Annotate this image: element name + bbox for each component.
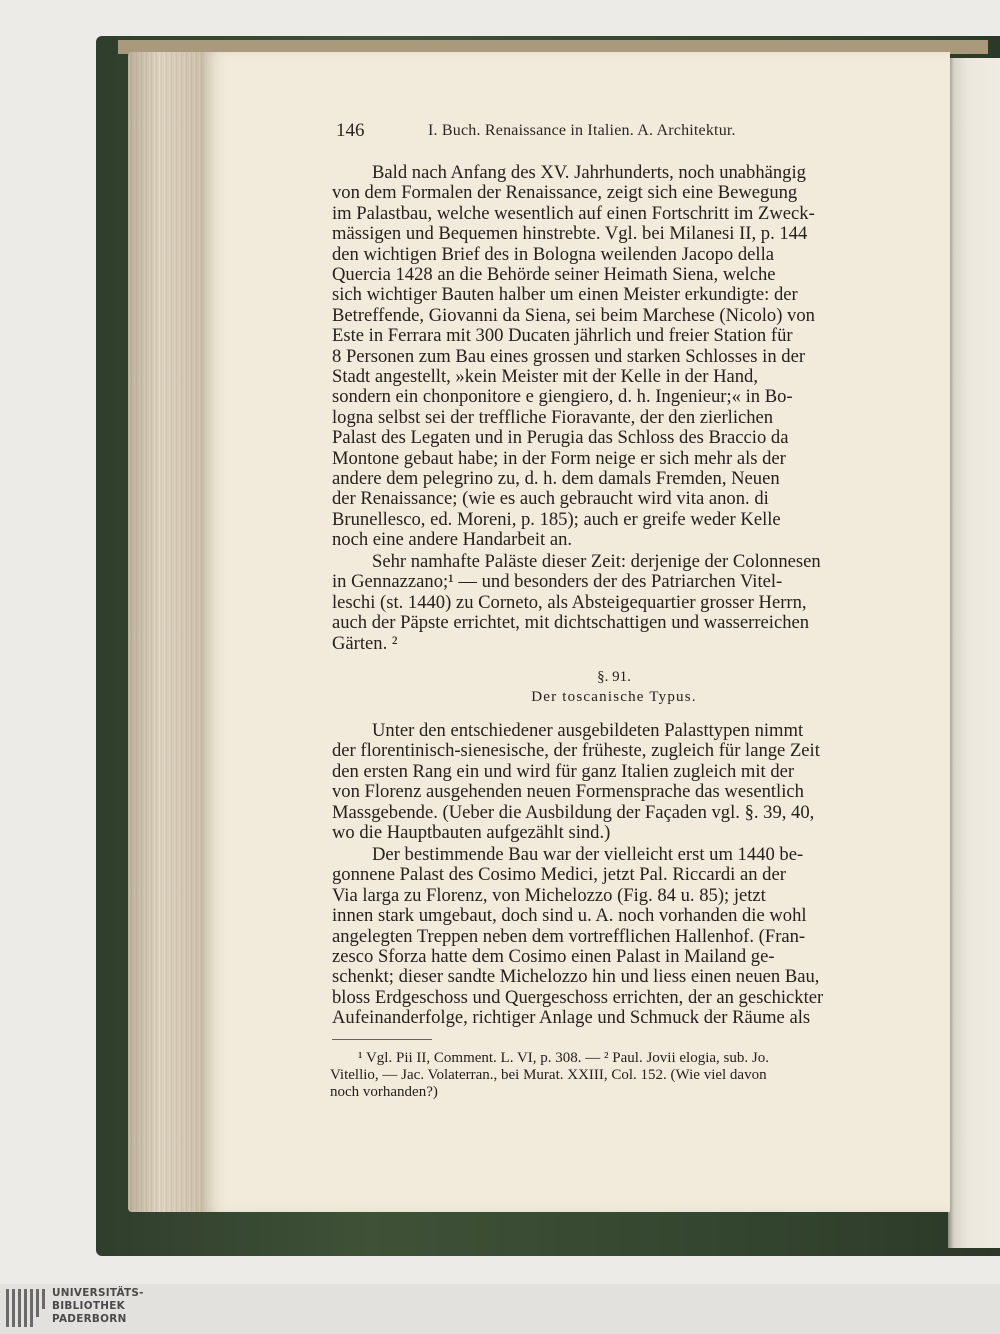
text-line: im Palastbau, welche wesentlich auf einen Fortschritt im Zweck- xyxy=(332,202,815,224)
text-line: wo die Hauptbauten aufgezählt sind.) xyxy=(332,822,611,843)
facing-page-edge xyxy=(948,58,1000,1248)
text-line: Stadt angestellt, »kein Meister mit der Kelle in der Hand, xyxy=(332,366,758,387)
footnote-line: noch vorhanden?) xyxy=(330,1084,438,1100)
text-line: auch der Päpste errichtet, mit dichtschattigen und wasserreichen xyxy=(332,612,810,634)
text-line: Sehr namhafte Paläste dieser Zeit: derjenige der Colonnesen xyxy=(372,551,821,572)
text-line: von Florenz ausgehenden neuen Formensprache das wesentlich xyxy=(332,781,804,803)
text-line: andere dem pelegrino zu, d. h. dem damals Fremden, Neuen xyxy=(332,468,780,489)
text-line: 8 Personen zum Bau eines grossen und starken Schlosses in der xyxy=(332,345,806,367)
text-line: den ersten Rang ein und wird für ganz Italien zugleich mit der xyxy=(332,760,795,782)
page-number: 146 xyxy=(336,120,365,141)
library-name-line: PADERBORN xyxy=(52,1313,127,1325)
text-line: Betreffende, Giovanni da Siena, sei beim Marchese (Nicolo) von xyxy=(332,304,815,326)
text-line: zesco Sforza hatte dem Cosimo einen Palast in Mailand ge- xyxy=(332,946,775,967)
text-line: in Gennazzano;¹ — und besonders der des Patriarchen Vitel- xyxy=(332,571,783,593)
text-line: logna selbst sei der treffliche Fioravante, der den zierlichen xyxy=(332,406,774,428)
text-line: Der bestimmende Bau war der vielleicht erst um 1440 be- xyxy=(372,844,804,865)
section-number: §. 91. xyxy=(597,669,631,685)
text-line: von dem Formalen der Renaissance, zeigt sich eine Bewegung xyxy=(332,182,798,204)
text-line: Gärten. ² xyxy=(332,632,398,654)
text-line: sondern ein chonponitore e giengiero, d. h. Ingenieur;« in Bo- xyxy=(332,386,793,408)
text-line: gonnene Palast des Cosimo Medici, jetzt Pal. Riccardi an der xyxy=(332,864,786,886)
text-line: Este in Ferrara mit 300 Ducaten jährlich und freier Station für xyxy=(332,325,793,347)
text-line: Bald nach Anfang des XV. Jahrhunderts, noch unabhängig xyxy=(372,162,806,183)
text-line: leschi (st. 1440) zu Corneto, als Absteigequartier grosser Herrn, xyxy=(332,591,807,613)
text-line: mässigen und Bequemen hinstrebte. Vgl. bei Milanesi II, p. 144 xyxy=(332,223,808,245)
footnote-line: Vitellio, — Jac. Volaterran., bei Murat. XXIII, Col. 152. (Wie viel davon xyxy=(330,1067,767,1083)
text-line: Aufeinanderfolge, richtiger Anlage und Schmuck der Räume als xyxy=(332,1007,811,1029)
library-name-line: UNIVERSITÄTS- xyxy=(52,1287,144,1299)
library-name xyxy=(52,1287,144,1326)
text-line: der Renaissance; (wie es auch gebraucht wird vita anon. di xyxy=(332,488,769,510)
university-library-logo-icon xyxy=(4,1287,48,1331)
text-line: Quercia 1428 an die Behörde seiner Heimath Siena, welche xyxy=(332,264,776,285)
text-line: Unter den entschiedener ausgebildeten Palasttypen nimmt xyxy=(372,720,804,741)
text-line: Montone gebaut habe; in der Form neige er sich mehr als der xyxy=(332,447,786,469)
footnote-rule xyxy=(332,1039,432,1040)
library-name-line: BIBLIOTHEK xyxy=(52,1300,125,1312)
text-line: Brunellesco, ed. Moreni, p. 185); auch er greife weder Kelle xyxy=(332,508,781,530)
text-line: Palast des Legaten und in Perugia das Schloss des Braccio da xyxy=(332,427,789,449)
text-line: den wichtigen Brief des in Bologna weilenden Jacopo della xyxy=(332,243,774,265)
text-line: Massgebende. (Ueber die Ausbildung der Façaden vgl. §. 39, 40, xyxy=(332,801,815,823)
text-line: der florentinisch-sienesische, der früheste, zugleich für lange Zeit xyxy=(332,740,820,762)
text-line: Via larga zu Florenz, von Michelozzo (Fig. 84 u. 85); jetzt xyxy=(332,884,766,906)
running-head-title: I. Buch. Renaissance in Italien. A. Architektur. xyxy=(428,122,736,139)
running-head xyxy=(336,120,896,144)
text-line: innen stark umgebaut, doch sind u. A. noch vorhanden die wohl xyxy=(332,905,807,927)
text-line: bloss Erdgeschoss und Quergeschoss errichten, der an geschickter xyxy=(332,986,824,1008)
section-title: Der toscanische Typus. xyxy=(531,689,697,705)
viewer-footer xyxy=(0,1284,1000,1334)
text-line: sich wichtiger Bauten halber um einen Meister erkundigte: der xyxy=(332,284,798,306)
text-line: noch eine andere Handarbeit an. xyxy=(332,529,573,551)
footnote-line: ¹ Vgl. Pii II, Comment. L. VI, p. 308. — ² Paul. Jovii elogia, sub. Jo. xyxy=(358,1050,769,1066)
text-line: schenkt; dieser sandte Michelozzo hin und liess einen neuen Bau, xyxy=(332,966,820,988)
text-line: angelegten Treppen neben dem vortrefflichen Hallenhof. (Fran- xyxy=(332,925,806,947)
